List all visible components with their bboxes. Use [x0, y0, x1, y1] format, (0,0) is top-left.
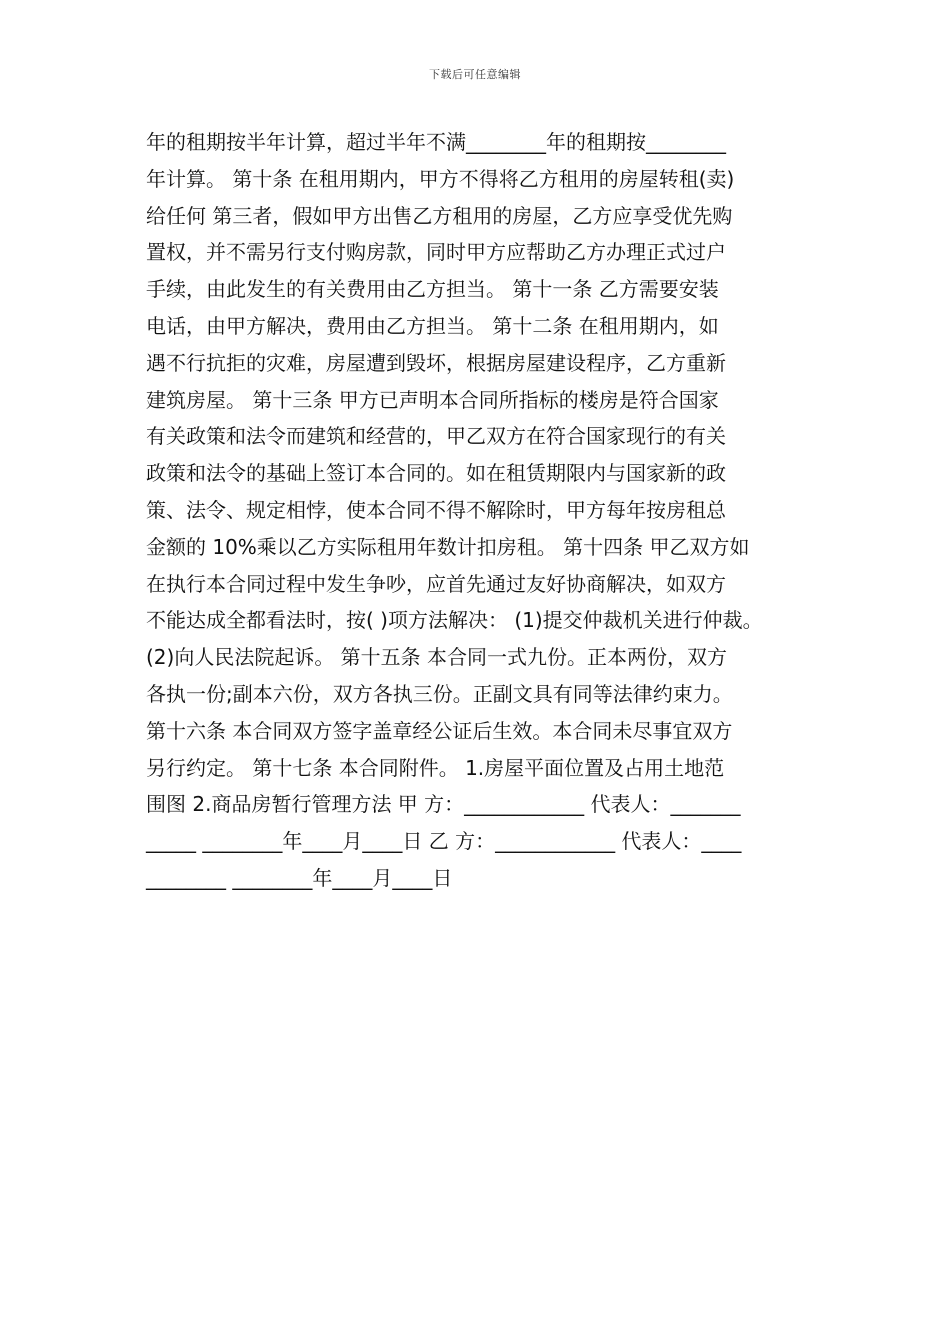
text-line: 手续，由此发生的有关费用由乙方担当。 第十一条 乙方需要安装 [146, 277, 719, 302]
text-line: 金额的 10%乘以乙方实际租用年数计扣房租。 第十四条 甲乙双方如 [146, 534, 750, 559]
text-line: 各执一份;副本六份，双方各执三份。正副文具有同等法律约束力。 [146, 681, 733, 706]
page-header: 下载后可任意编辑 [429, 68, 521, 81]
text-line: 策、法令、规定相悖，使本合同不得不解除时，甲方每年按房租总 [146, 497, 726, 522]
text-line: 第十六条 本合同双方签字盖章经公证后生效。本合同未尽事宜双方 [146, 718, 733, 743]
text-line: 在执行本合同过程中发生争吵，应首先通过友好协商解决，如双方 [146, 571, 726, 596]
text-line: 年计算。 第十条 在租用期内，甲方不得将乙方租用的房屋转租(卖) [146, 166, 735, 191]
text-line: 置权，并不需另行支付购房款，同时甲方应帮助乙方办理正式过户 [146, 240, 726, 265]
text-line: 有关政策和法令而建筑和经营的，甲乙双方在符合国家现行的有关 [146, 424, 726, 449]
text-line: 另行约定。 第十七条 本合同附件。 1.房屋平面位置及占用土地范 [146, 755, 725, 780]
text-line: 年的租期按半年计算，超过半年不满________年的租期按________ [146, 130, 726, 154]
text-line: 建筑房屋。 第十三条 甲方已声明本合同所指标的楼房是符合国家 [146, 387, 719, 412]
text-line: 政策和法令的基础上签订本合同的。如在租赁期限内与国家新的政 [146, 461, 726, 486]
text-line: ________ ________年____月____日 [146, 865, 453, 890]
text-line: _____ ________年____月____日 乙 方：____________ 代表人：____ [146, 829, 742, 854]
text-line: 不能达成全都看法时，按( )项方法解决： (1)提交仲裁机关进行仲裁。 [146, 608, 763, 633]
contract-body [146, 124, 811, 897]
text-line: 给任何 第三者，假如甲方出售乙方租用的房屋，乙方应享受优先购 [146, 203, 733, 228]
text-line: 围图 2.商品房暂行管理方法 甲 方：____________ 代表人：_______ [146, 792, 741, 817]
text-line: 遇不行抗拒的灾难，房屋遭到毁坏，根据房屋建设程序，乙方重新 [146, 350, 726, 375]
text-line: (2)向人民法院起诉。 第十五条 本合同一式九份。正本两份，双方 [146, 645, 728, 670]
text-line: 电话，由甲方解决，费用由乙方担当。 第十二条 在租用期内，如 [146, 313, 719, 338]
